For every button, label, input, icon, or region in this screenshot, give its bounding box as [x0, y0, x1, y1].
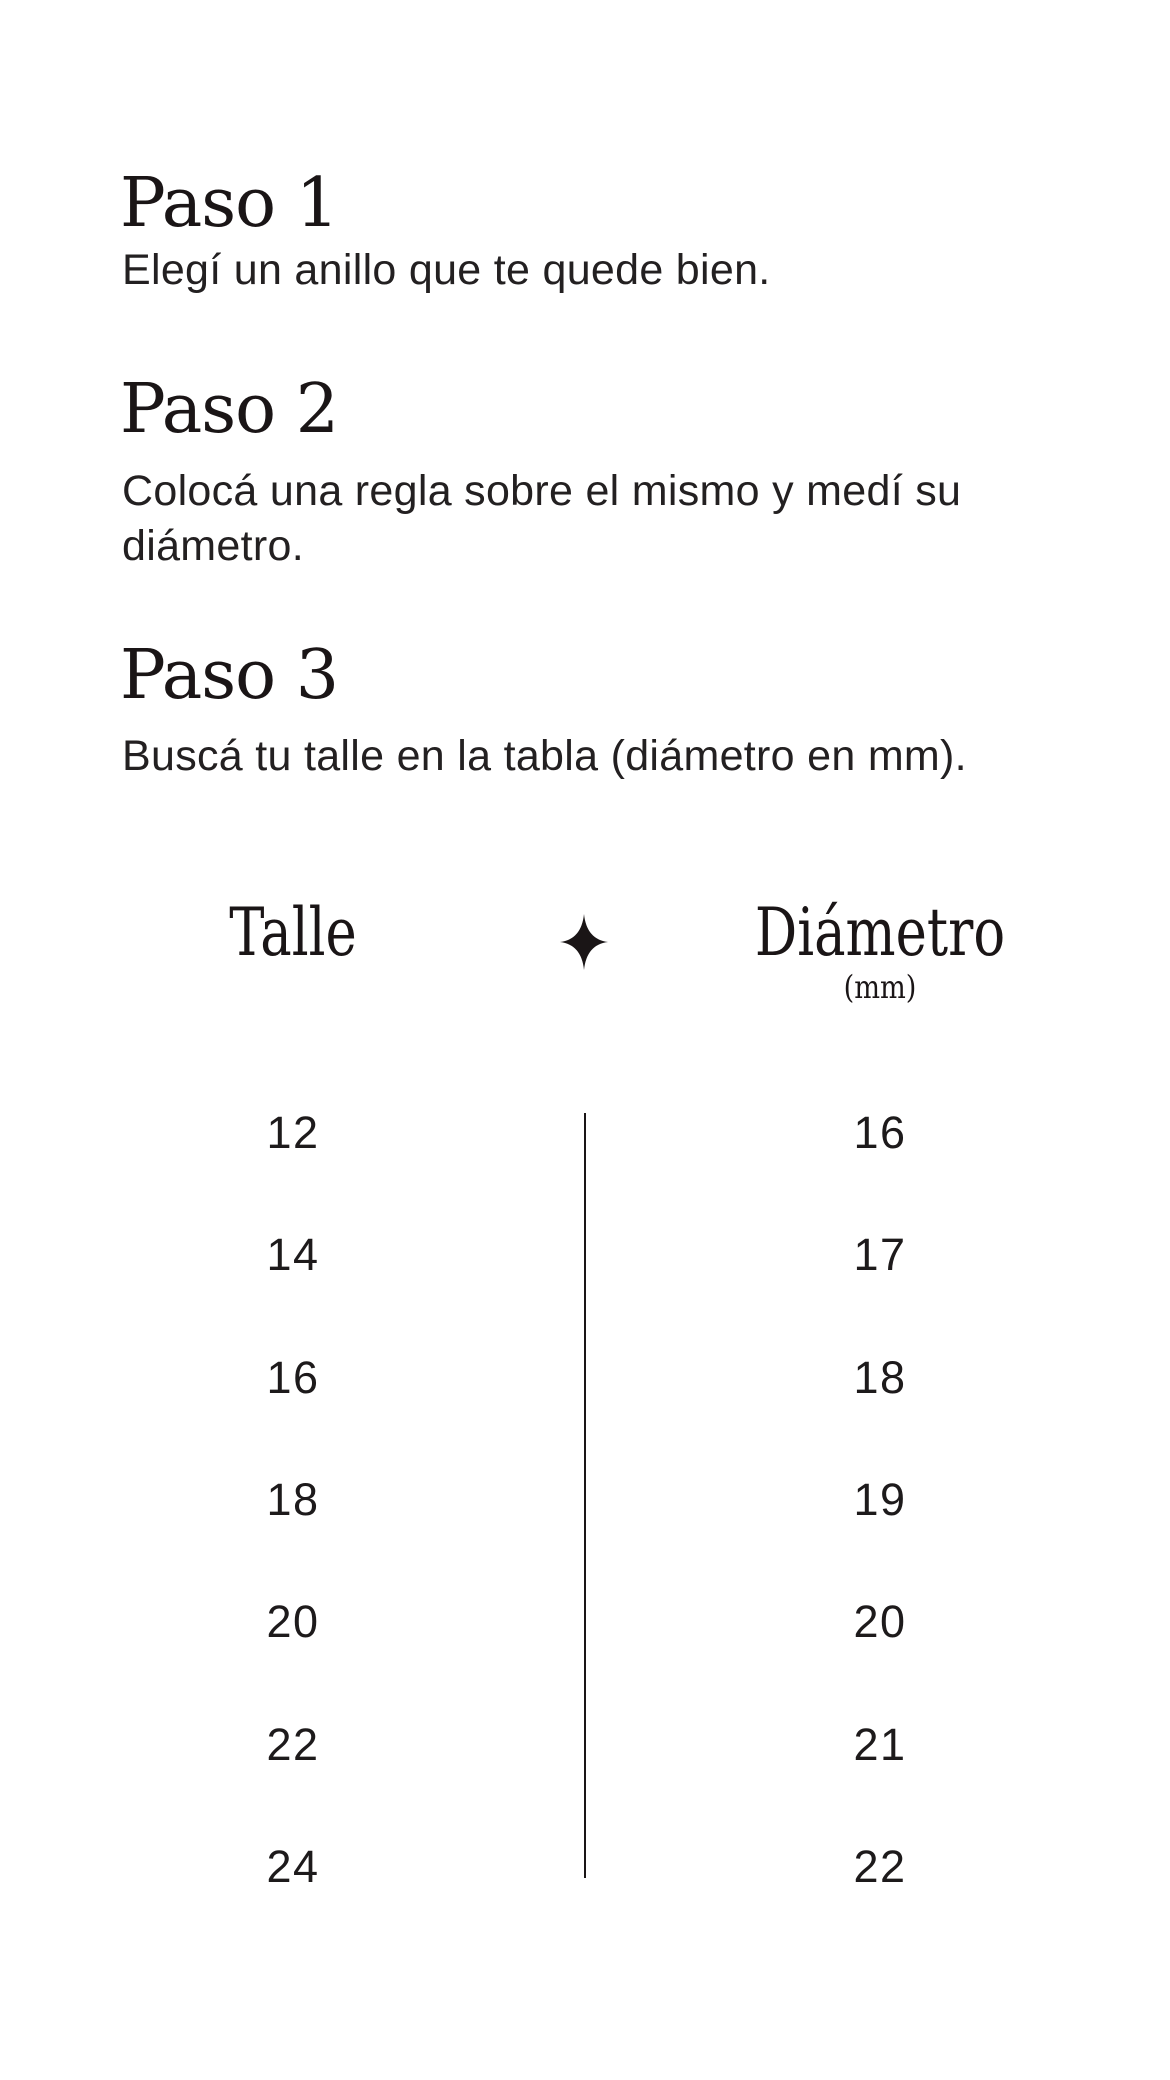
- step-1-body: Elegí un anillo que te quede bien.: [122, 246, 771, 294]
- table-row: [0, 1194, 1170, 1316]
- table-row: [0, 1439, 1170, 1561]
- step-2-body: Colocá una regla sobre el mismo y medí su diámetro.: [122, 467, 962, 571]
- diametro-value: 18: [853, 1351, 907, 1403]
- diametro-value: 17: [853, 1229, 907, 1281]
- diametro-value: 16: [853, 1107, 907, 1159]
- talle-value: 24: [266, 1840, 320, 1892]
- step-2-title: Paso 2: [120, 370, 338, 449]
- talle-value: 14: [266, 1229, 320, 1281]
- diametro-value: 20: [853, 1596, 907, 1648]
- step-3-body: Buscá tu talle en la tabla (diámetro en mm).: [122, 732, 967, 780]
- talle-value: 20: [266, 1596, 320, 1648]
- talle-value: 12: [266, 1107, 320, 1159]
- diametro-value: 21: [853, 1718, 907, 1770]
- size-table-right-subheader: (mm): [843, 968, 917, 1006]
- sparkle-icon: [560, 914, 608, 970]
- size-table-left-header: Talle: [229, 894, 357, 971]
- talle-value: 16: [266, 1351, 320, 1403]
- diametro-value: 19: [853, 1474, 907, 1526]
- talle-value: 18: [266, 1474, 320, 1526]
- table-row: [0, 1806, 1170, 1928]
- table-row: [0, 1072, 1170, 1194]
- table-row: [0, 1317, 1170, 1439]
- diametro-value: 22: [853, 1840, 907, 1892]
- size-table-rows: [0, 1072, 1170, 1928]
- talle-value: 22: [266, 1718, 320, 1770]
- step-1-title: Paso 1: [120, 164, 338, 243]
- size-table-right-header: Diámetro: [754, 894, 1006, 971]
- table-row: [0, 1683, 1170, 1805]
- table-row: [0, 1561, 1170, 1683]
- step-3-title: Paso 3: [120, 636, 338, 715]
